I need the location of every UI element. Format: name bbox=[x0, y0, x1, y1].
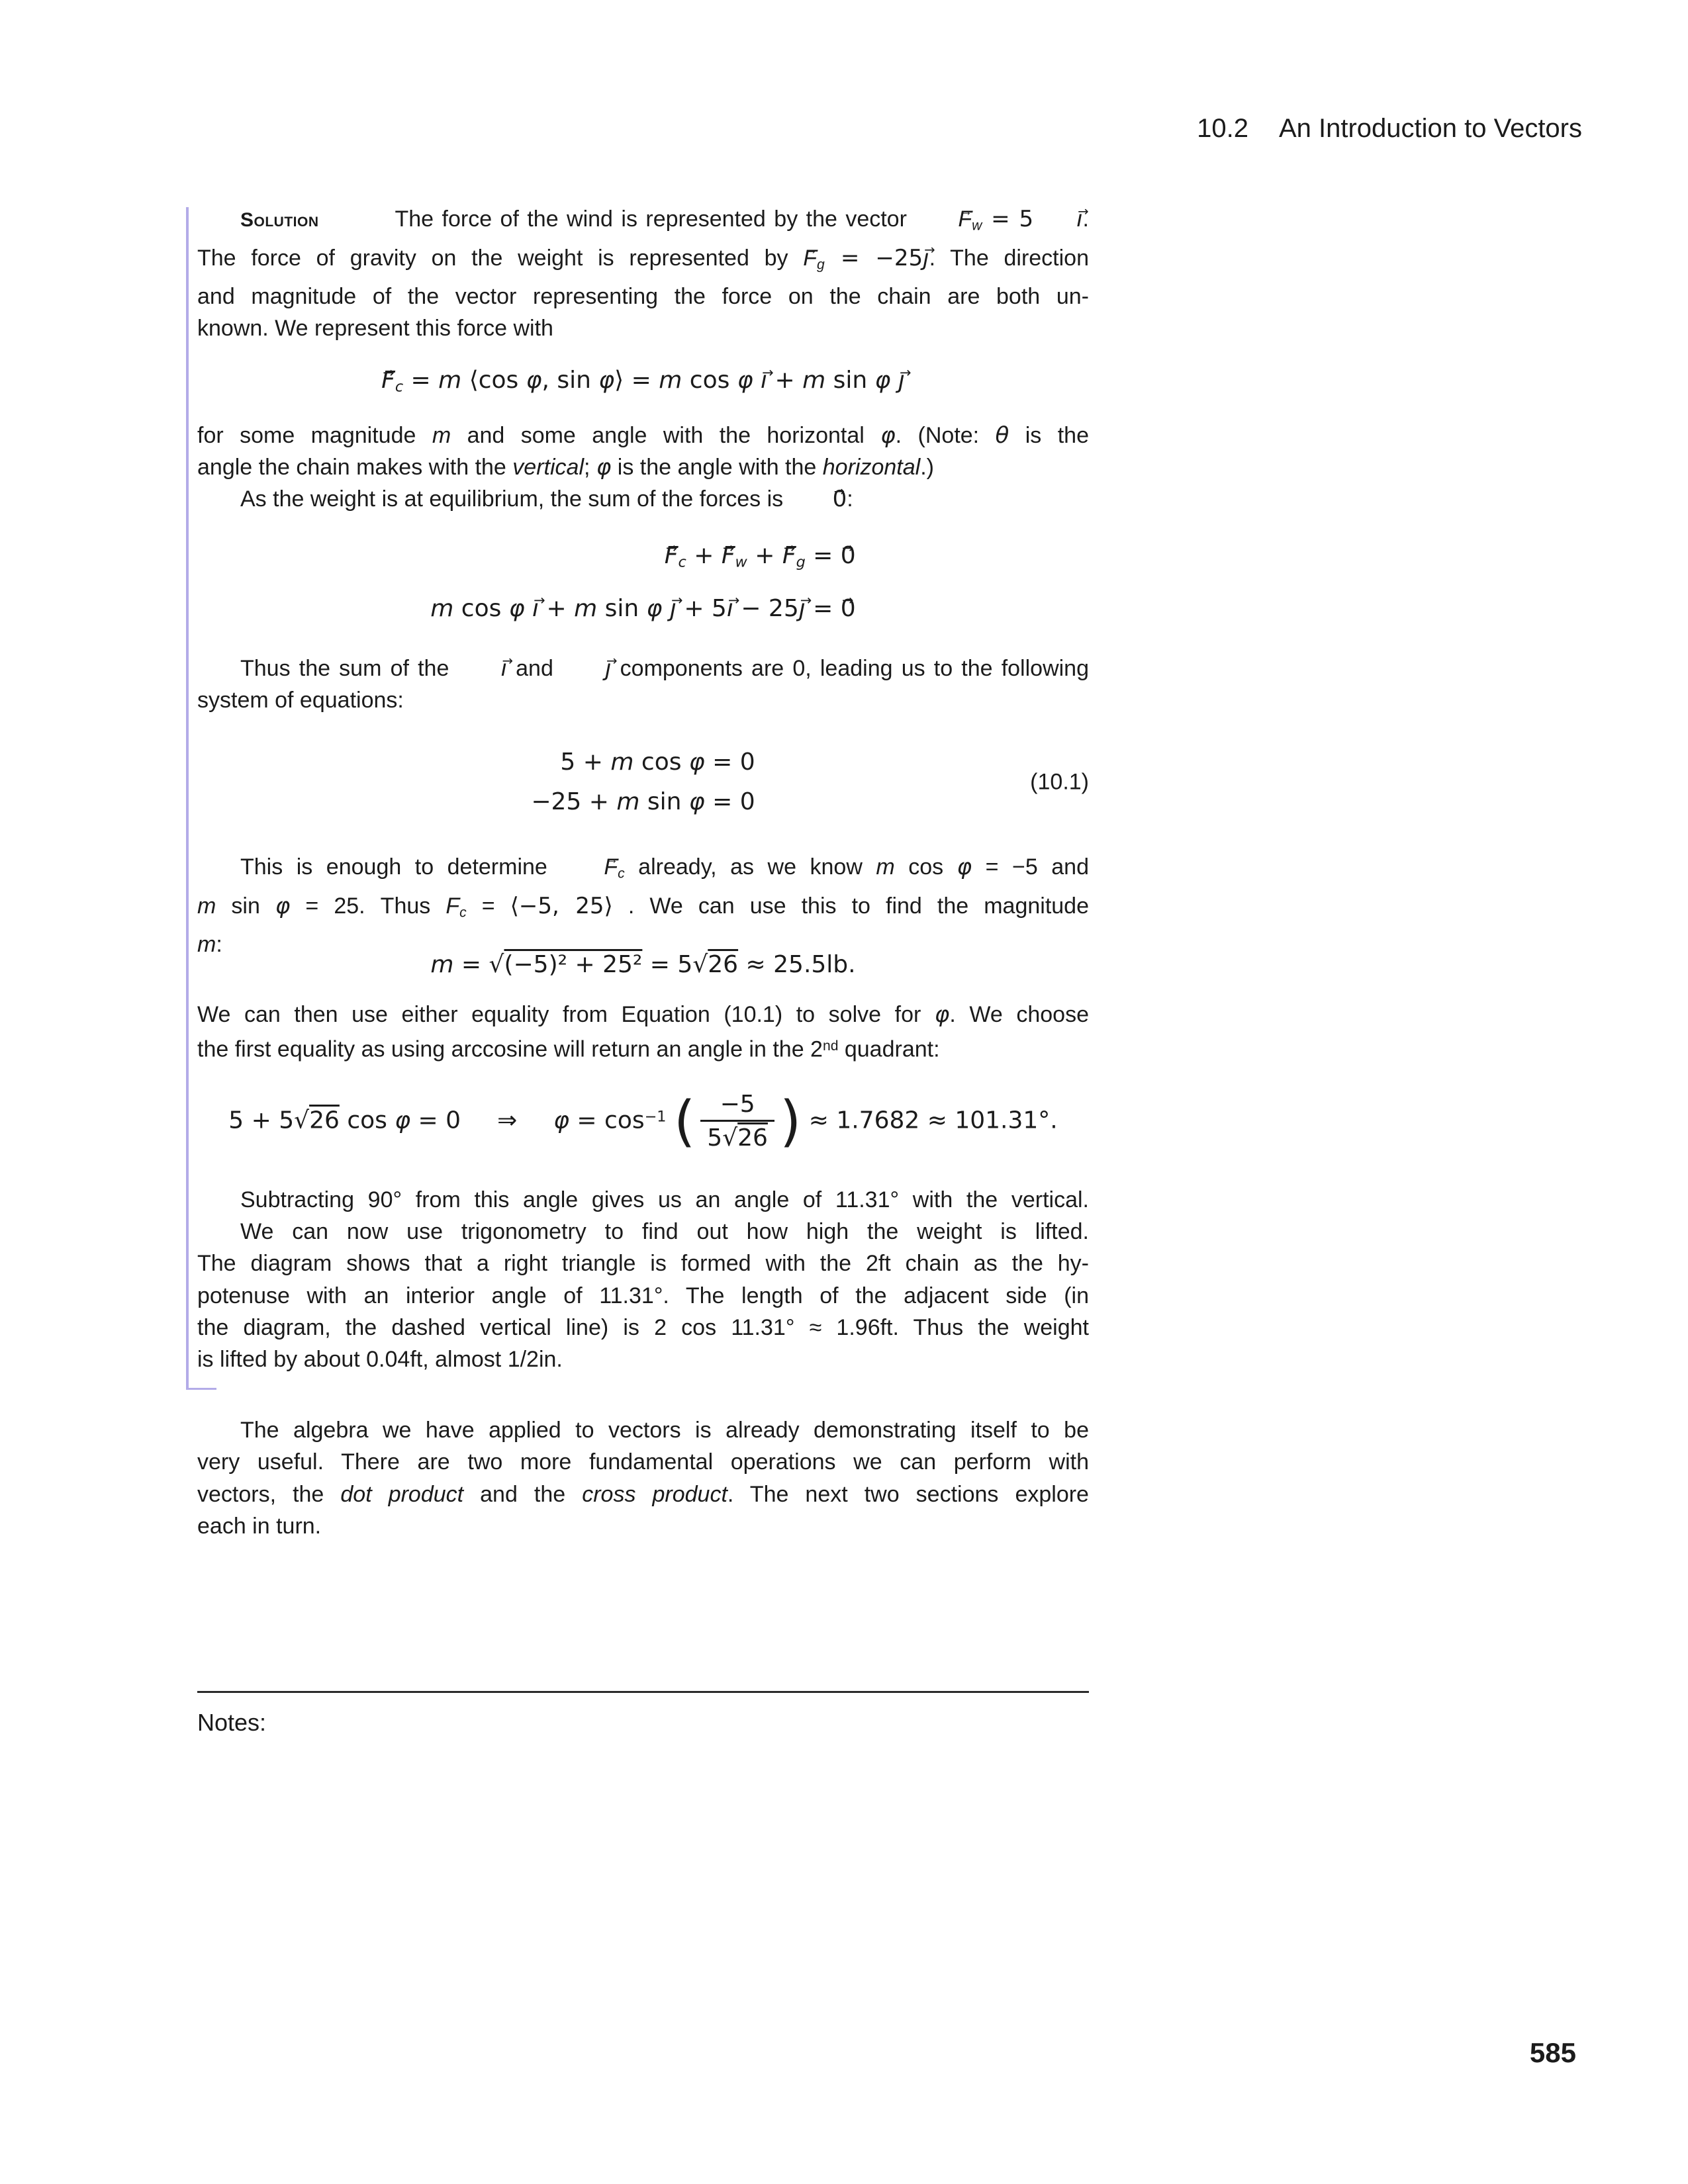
solution-paragraph-1: Solution The force of the wind is represented by the vector $F \to_w = 5$ ı →. The force of gravity on the weight is represented by $F \to_g$ = −25ȷ →. The direction and magnitude of the vector representing the force on the chain are both un- known. We represent this force with bbox=[197, 203, 1089, 345]
equation-equilibrium: $F \to_c + F \to_w + F \to_g = 0$ → m cos φ ı → + m sin φ ȷ → + 5ı → − 25ȷ → = 0 → bbox=[197, 533, 1089, 632]
solution-paragraph-5: This is enough to determine $F \to_c$ already, as we know m cos φ = −5 and m sin φ = 25. Thus $F_c$ = ⟨−5, 25⟩ . We can use this to find the magnitude m: bbox=[197, 851, 1089, 960]
closing-paragraph: The algebra we have applied to vectors is already demonstrating itself to be very useful. There are two more fundamental operations we can perform with vectors, the dot product and the cross product. The next two sections explore each in turn. bbox=[197, 1418, 1089, 1539]
equation-arccosine: 5 + 5√26 cos φ = 0 ⇒ $\varphi = \cos^{-1}$ ( $\frac{-5}{5√26}$ ) ≈ 1.7682 ≈ 101.31°. bbox=[228, 1089, 1058, 1154]
equation-number: (10.1) bbox=[1030, 769, 1089, 795]
solution-paragraph-2: for some magnitude m and some angle with the horizontal φ. (Note: θ is the angle the chain makes with the vertical; φ is the angle with the horizontal.) bbox=[197, 422, 1089, 481]
running-header bbox=[1197, 114, 1582, 144]
notes-label: Notes: bbox=[197, 1709, 267, 1736]
solution-paragraph-6: We can then use either equality from Equation (10.1) to solve for φ. We choose the first equality as using arccosine will return an angle in the 2nd quadrant: bbox=[197, 1001, 1089, 1062]
section-title: An Introduction to Vectors bbox=[1278, 114, 1582, 143]
solution-paragraph-8: We can now use trigonometry to find out how high the weight is lifted. The diagram shows that a right triangle is formed with the 2ft chain as the hy- potenuse with an interior angle of 11.31°. The length of the adjacent side (in the diagram, the dashed vertical line) is 2 cos 11.31° ≈ 1.96ft. Thus the weight is lifted by about 0.04ft, almost 1/2in. bbox=[197, 1219, 1089, 1373]
solution-paragraph-7: Subtracting 90° from this angle gives us an angle of 11.31° with the vertical. bbox=[240, 1187, 1089, 1212]
page-number: 585 bbox=[1529, 2037, 1576, 2068]
equation-system-10-1: 5 + m cos φ = 0 −25 + m sin φ = 0 (10.1) bbox=[531, 749, 1089, 815]
solution-paragraph-4: Thus the sum of the ı → and ȷ → components are 0, leading us to the following system of equations: bbox=[197, 653, 1089, 717]
solution-paragraph-3: As the weight is at equilibrium, the sum of the forces is 0 →: bbox=[197, 483, 1089, 515]
equation-force-chain: $F \to_c = m$ ⟨cos φ, sin φ⟩ = m cos φ ı → + m sin φ ȷ → bbox=[197, 361, 1089, 407]
notes-divider bbox=[197, 1691, 1089, 1693]
equation-magnitude: m = √(−5)² + 25² = 5√26 ≈ 25.5lb. bbox=[430, 951, 856, 978]
section-number: 10.2 bbox=[1197, 114, 1248, 143]
